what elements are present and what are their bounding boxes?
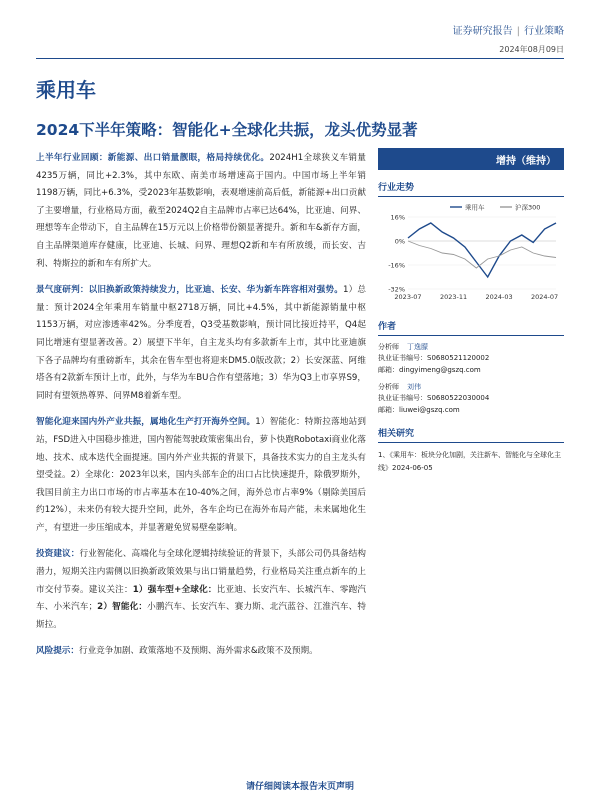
rating-badge: 增持（维持） (378, 148, 564, 170)
report-title: 2024下半年策略：智能化+全球化共振，龙头优势显著 (36, 121, 418, 139)
y-tick-label: 0% (394, 237, 405, 246)
bold-investment-b: 2）智能化： (97, 602, 148, 613)
cert-number: S0680521120002 (427, 354, 490, 362)
industry-title: 乘用车 (36, 78, 96, 102)
paragraph-outlook (36, 282, 366, 405)
series-line-csi300 (408, 241, 556, 268)
text-outlook: 1）总量：预计2024全年乘用车销量中枢2718万辆，同比+4.5%，其中新能源销量中枢1153万辆，对应渗透率42%。分季度看，Q3受基数影响，预计同比接近持平，Q4起同比增速有望显著改善。2）展望下半年，自主龙头均有多款新车上市，其中比亚迪旗下各子品牌均有重磅新车，其余在售车型也将迎来DM5.0版改款；2）长安深蓝、阿维塔各有2款新车预计上市，此外，与华为车BU合作有望落地；3）华为Q3上市享界S9，同时有望领热尊界、问界M8着新车型。 (36, 285, 366, 401)
sidebar (378, 148, 564, 475)
author-role: 分析师 (378, 383, 399, 391)
x-tick-label: 2023-07 (394, 293, 422, 301)
paragraph-risk (36, 643, 366, 661)
report-type: 证券研究报告 (452, 26, 513, 37)
trend-chart (378, 201, 564, 309)
author-name: 刘伟 (407, 383, 421, 391)
author-email[interactable]: dingyimeng@gszq.com (399, 366, 481, 374)
lead-outlook: 景气度研判：以旧换新政策持续发力，比亚迪、长安、华为新车阵容相对强势。 (36, 285, 343, 296)
report-header: 证券研究报告 | 行业策略 (452, 26, 564, 37)
trend-chart-svg (378, 201, 564, 305)
author-name: 丁逸朦 (407, 343, 428, 351)
legend-label: 沪深300 (515, 203, 541, 212)
text-investment-a: 行业智能化、高端化与全球化逻辑持续验证的背景下，头部公司仍具备结构潜力，短期关注内需侧以旧换新政策效果与出口销量趋势，行业格局关注重点新车的上市交付节奏。建议关注： (36, 549, 366, 595)
x-tick-label: 2024-07 (531, 293, 559, 301)
y-tick-label: -16% (388, 261, 405, 270)
trend-heading: 行业走势 (378, 180, 564, 197)
cert-label: 执业证书编号： (378, 354, 427, 362)
main-body (36, 150, 366, 670)
email-label: 邮箱： (378, 406, 399, 414)
author-role: 分析师 (378, 343, 399, 351)
lead-investment: 投资建议： (36, 549, 80, 560)
author-2 (378, 382, 564, 416)
footer-disclaimer: 请仔细阅读本报告末页声明 (245, 782, 354, 792)
report-category: 行业策略 (524, 26, 564, 37)
legend-label: 乘用车 (465, 203, 485, 212)
email-label: 邮箱： (378, 366, 399, 374)
y-tick-label: -32% (388, 285, 405, 294)
cert-number: S0680522030004 (427, 394, 490, 402)
series-line-passenger-car (408, 223, 556, 277)
lead-review: 上半年行业回顾：新能源、出口销量靓眼，格局持续优化。 (36, 153, 270, 163)
cert-label: 执业证书编号： (378, 394, 427, 402)
x-tick-label: 2024-03 (485, 293, 513, 301)
lead-intelligence: 智能化迎来国内外产业共振，属地化生产打开海外空间。 (36, 417, 256, 428)
author-email[interactable]: liuwei@gszq.com (399, 406, 460, 414)
authors-heading: 作者 (378, 319, 564, 336)
paragraph-investment (36, 546, 366, 634)
text-risk: 行业竞争加剧、政策落地不及预期、海外需求&政策不及预期。 (78, 646, 318, 657)
paragraph-review (36, 150, 366, 273)
text-investment-b: 比亚迪、长安汽车、长城汽车、零跑汽车、小米汽车； (36, 584, 366, 613)
y-tick-label: 16% (390, 213, 405, 222)
report-date: 2024年08月09日 (499, 45, 564, 54)
header-rule (36, 58, 564, 59)
text-review: 2024H1全球狭义车销量4235万辆，同比+2.3%，其中东欧、南美市场增速高于国内。中国市场上半年销1198万辆，同比+6.3%，受2023年基数影响，表观增速前高后低，新能源+出口贡献了主要增量，行业格局方面，截至2024Q2自主品牌市占率已达64%，比亚迪、问界、理想等车企带动下，自主品牌在15万元以上价格带份额显著提升。新和车&新存方面，自主品牌渠道库存健康，比亚迪、长城、问界、理想Q2新和车有所放缓，而长安、吉利、特斯拉的新和车有所扩大。 (36, 153, 366, 269)
x-tick-label: 2023-11 (439, 293, 468, 301)
paragraph-intelligence (36, 414, 366, 537)
bold-investment-a: 1）强车型+全球化： (132, 584, 217, 595)
text-investment-c: 小鹏汽车、长安汽车、赛力斯、北汽蓝谷、江淮汽车、特斯拉。 (36, 602, 366, 630)
related-item[interactable]: 1、《乘用车：板块分化加剧，关注新车、智能化与全球化主线》2024-06-05 (378, 451, 561, 472)
text-intelligence: 1）智能化：特斯拉落地站到站，FSD进入中国稳步推进，国内智能驾驶政策密集出台，萝卜快跑Robotaxi商业化落地、技术、成本迭代全面提速。国内外产业共振的背景下，具备技术实力的自主龙头有望受益。2）全球化：2023年以来，国内头部车企的出口占比快速提升，除俄罗斯外，我国目前主力出口市场的市占率基本在10-40%之间，海外总市占率9%（剔除美国后约12%），未来仍有较大提升空间，此外，各车企均已在海外布局产能，未来属地化生产，有望进一步压缩成本，并显著避免贸易壁垒影响。 (36, 417, 366, 533)
related-heading: 相关研究 (378, 426, 564, 443)
lead-risk: 风险提示： (36, 646, 79, 657)
author-1 (378, 342, 564, 376)
